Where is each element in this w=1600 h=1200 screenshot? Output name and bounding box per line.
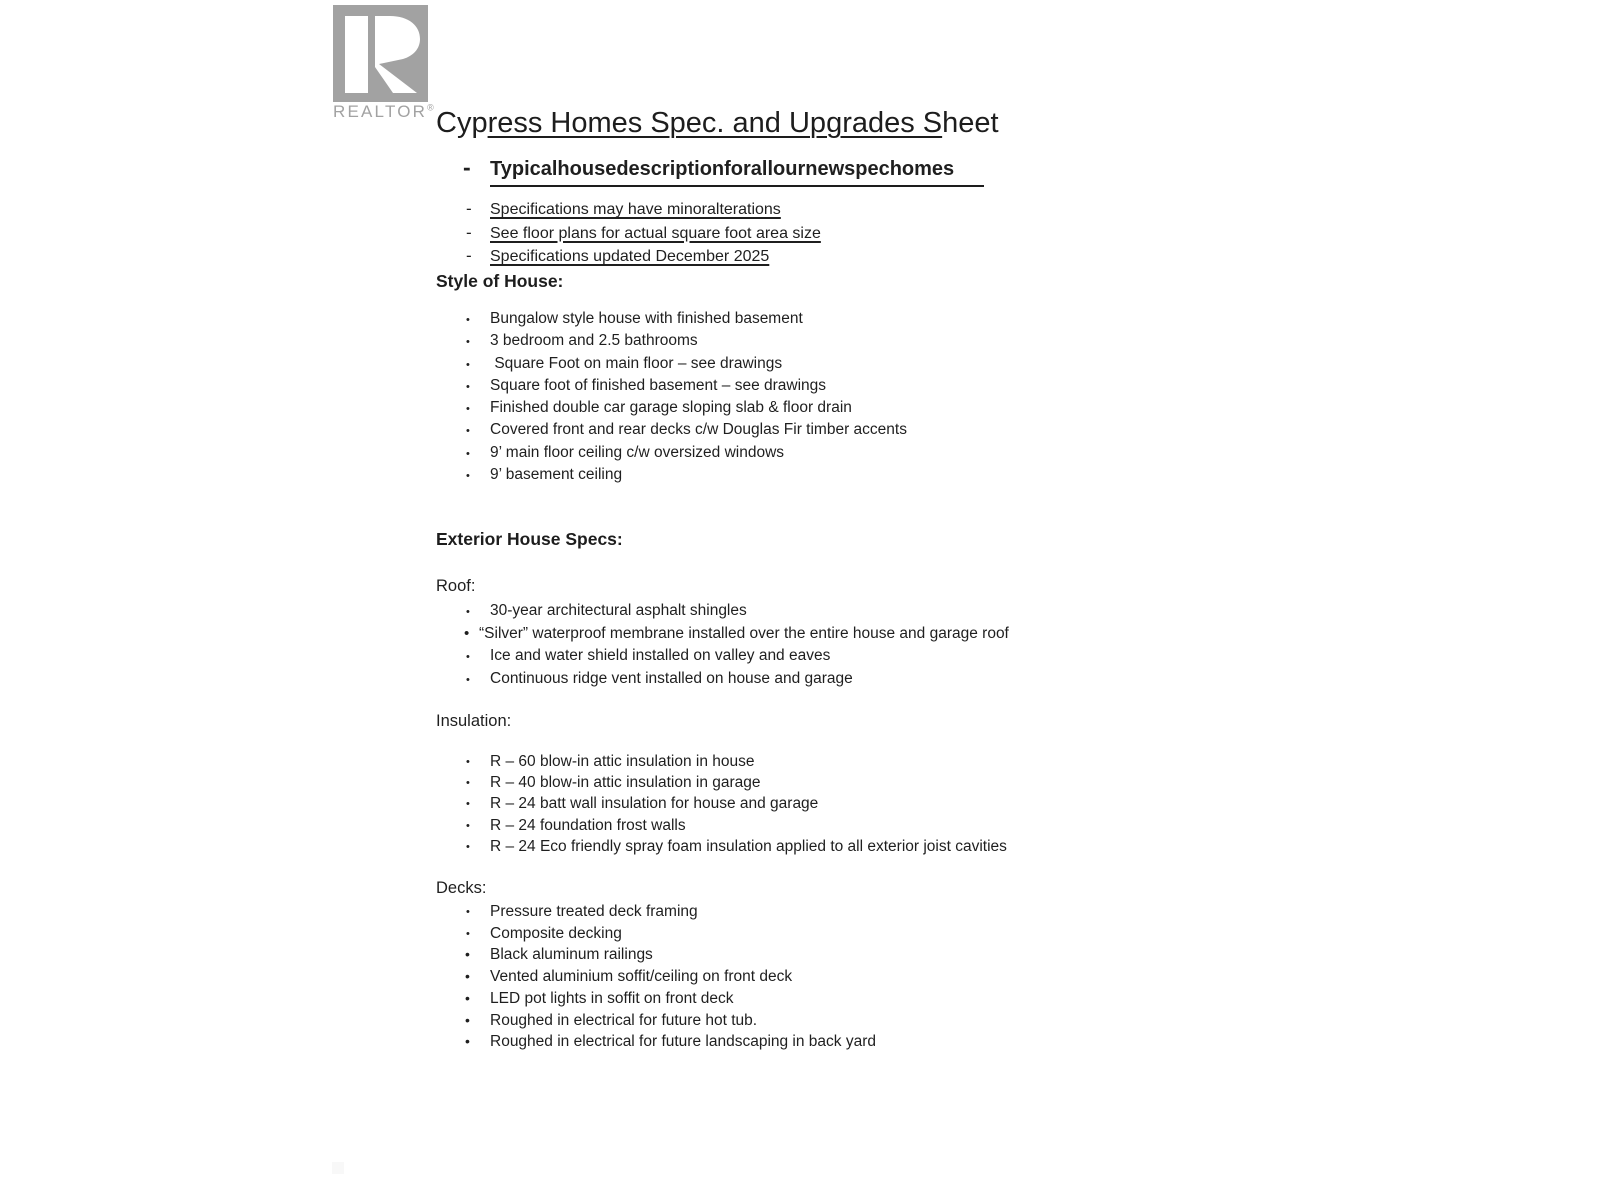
sub-label-decks: Decks: xyxy=(436,879,487,897)
list-item: • Square foot of finished basement – see drawings xyxy=(436,375,1196,397)
realtor-logo xyxy=(333,5,443,122)
list-item: • 30-year architectural asphalt shingles xyxy=(436,600,1196,623)
page-title: Cypress Homes Spec. and Upgrades Sheet xyxy=(436,107,999,139)
list-item: • R – 24 batt wall insulation for house and garage xyxy=(436,793,1196,814)
sub-label-roof: Roof: xyxy=(436,577,476,595)
decks-list xyxy=(436,901,1196,1053)
list-item: • 9’ basement ceiling xyxy=(436,464,1196,486)
intro-note: - Specifications updated December 2025 xyxy=(436,245,1136,269)
list-item: • Composite decking xyxy=(436,923,1196,945)
sub-label-insulation: Insulation: xyxy=(436,712,512,730)
list-item: • Roughed in electrical for future hot tub. xyxy=(436,1010,1196,1032)
realtor-wordmark: REALTOR® xyxy=(333,102,434,121)
list-item: • Finished double car garage sloping slab & floor drain xyxy=(436,397,1196,419)
list-item: • Roughed in electrical for future landscaping in back yard xyxy=(436,1031,1196,1053)
list-item: • 9’ main floor ceiling c/w oversized windows xyxy=(436,442,1196,464)
style-of-house-list xyxy=(436,308,1196,486)
section-heading-exterior: Exterior House Specs: xyxy=(436,529,623,549)
list-item: • Continuous ridge vent installed on house and garage xyxy=(436,668,1196,691)
intro-note: - Specifications may have minoralterations xyxy=(436,198,1136,222)
roof-list xyxy=(436,600,1196,690)
list-item: • R – 24 Eco friendly spray foam insulation applied to all exterior joist cavities xyxy=(436,836,1196,857)
list-item: • Ice and water shield installed on valley and eaves xyxy=(436,645,1196,668)
list-item: • 3 bedroom and 2.5 bathrooms xyxy=(436,330,1196,352)
list-item: • Pressure treated deck framing xyxy=(436,901,1196,923)
list-item: • R – 60 blow-in attic insulation in house xyxy=(436,751,1196,772)
list-item: • Covered front and rear decks c/w Douglas Fir timber accents xyxy=(436,419,1196,441)
list-item: • Bungalow style house with finished basement xyxy=(436,308,1196,330)
list-item: • LED pot lights in soffit on front deck xyxy=(436,988,1196,1010)
list-item: • R – 40 blow-in attic insulation in garage xyxy=(436,772,1196,793)
list-item: • “Silver” waterproof membrane installed over the entire house and garage roof xyxy=(436,623,1196,646)
realtor-block-r-icon xyxy=(333,5,428,102)
intro-notes-block xyxy=(436,156,1136,269)
list-item: • Vented aluminium soffit/ceiling on front deck xyxy=(436,966,1196,988)
insulation-list xyxy=(436,751,1196,857)
registered-trademark-symbol: ® xyxy=(427,102,434,113)
list-item: • Black aluminum railings xyxy=(436,944,1196,966)
intro-note: - See floor plans for actual square foot area size xyxy=(436,222,1136,246)
section-heading-style-of-house: Style of House: xyxy=(436,271,564,291)
scan-artifact xyxy=(332,1162,344,1174)
list-item: • Square Foot on main floor – see drawings xyxy=(436,353,1196,375)
list-item: • R – 24 foundation frost walls xyxy=(436,815,1196,836)
intro-headline: - Typicalhousedescriptionforallournewspechomes xyxy=(436,156,1136,187)
